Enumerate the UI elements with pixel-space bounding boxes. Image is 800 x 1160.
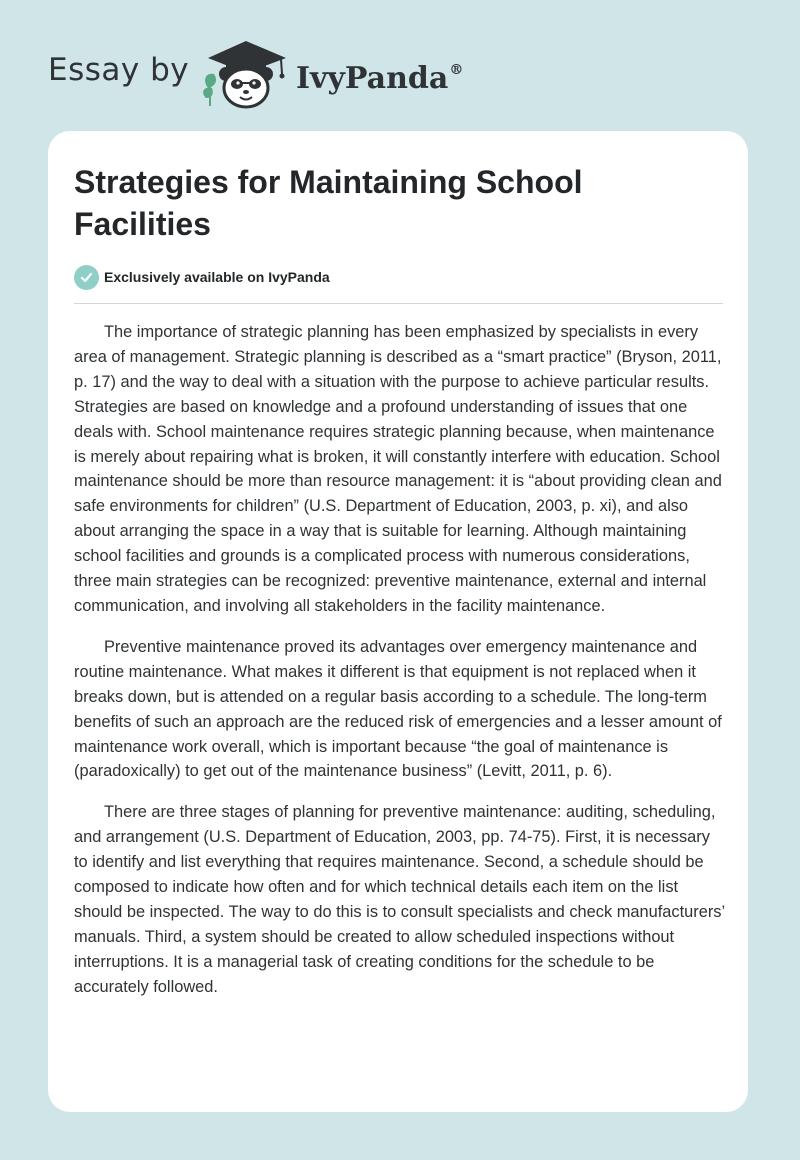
exclusive-label: Exclusively available on IvyPanda: [104, 269, 330, 285]
paragraph: There are three stages of planning for preventive maintenance: auditing, scheduling, and arrangement (U.S. Department of Education, 2003, pp. 74-75). First, it is necessary to identify and list everything that requires maintenance. Second, a schedule should be composed to indicate how often and for which technical details each item on the list should be inspected. The way to do this is to consult specialists and check manufacturers’ manuals. Third, a system should be created to allow scheduled inspections without interruptions. It is a managerial task of creating conditions for the schedule to be accurately followed.: [74, 803, 725, 996]
panda-graduation-cap-logo-icon[interactable]: [200, 36, 292, 110]
essay-card: [48, 131, 748, 1112]
divider: [74, 303, 723, 304]
paragraph: Preventive maintenance proved its advantages over emergency maintenance and routine maintenance. What makes it different is that equipment is not replaced when it breaks down, but is attended on a regular basis according to a schedule. The long-term benefits of such an approach are the reduced risk of emergencies and a lesser amount of maintenance work overall, which is important because “the goal of maintenance is (paradoxically) to get out of the maintenance business” (Levitt, 2011, p. 6).: [74, 637, 722, 781]
site-header: [0, 0, 800, 120]
registered-mark: ®: [449, 62, 464, 78]
brand-name[interactable]: [296, 50, 463, 99]
exclusive-badge: [74, 264, 330, 290]
page-title: Strategies for Maintaining School Facilities: [74, 164, 583, 242]
check-icon: [74, 265, 99, 290]
paragraph: The importance of strategic planning has been emphasized by specialists in every area of management. Strategic planning is described as a “smart practice” (Bryson, 2011, p. 17) and the way to deal with a situation with the purpose to achieve particular results. Strategies are based on knowledge and a profound understanding of issues that one deals with. School maintenance requires strategic planning because, when maintenance is merely about repairing what is broken, it will constantly interfere with education. School maintenance should be more than resource management: it is “about providing clean and safe environments for children” (U.S. Department of Education, 2003, p. xi), and also about arranging the space in a way that is suitable for learning. Although maintaining school facilities and grounds is a complicated process with numerous considerations, three main strategies can be recognized: preventive maintenance, external and internal communication, and involving all stakeholders in the facility maintenance.: [74, 323, 722, 615]
brand-name-text: IvyPanda: [296, 61, 449, 96]
essay-body: [74, 320, 725, 1016]
essay-by-label: Essay by: [48, 52, 190, 88]
